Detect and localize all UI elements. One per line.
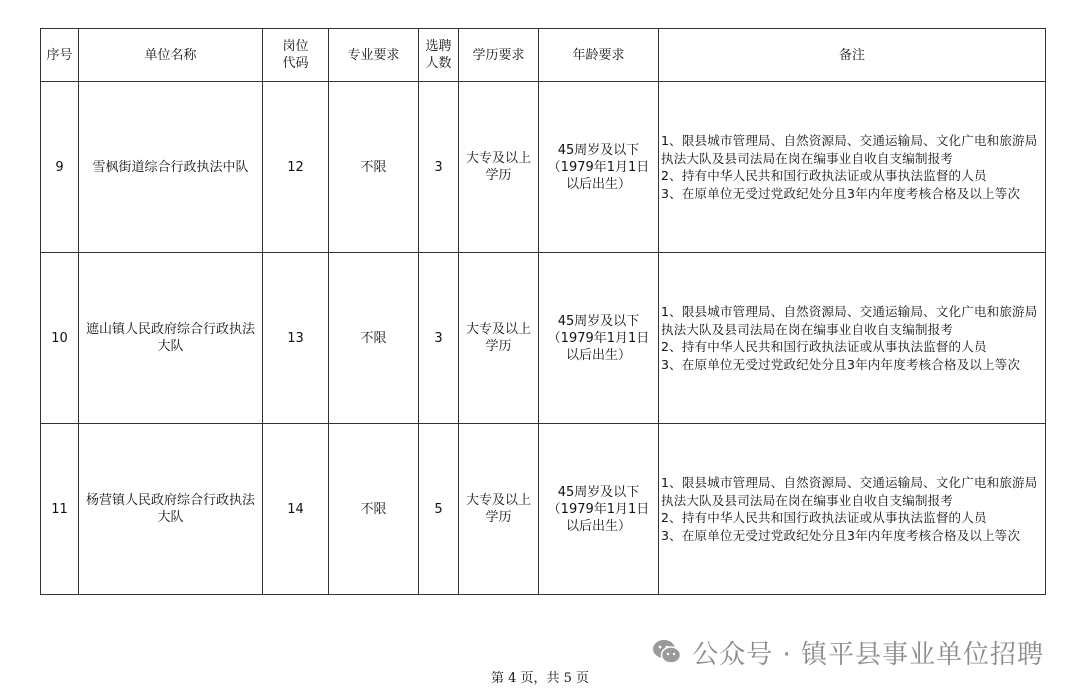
cell-unit: 雪枫街道综合行政执法中队	[79, 82, 263, 253]
header-count-line: 选聘	[425, 39, 452, 54]
age-line: （1979年1月1日	[547, 501, 650, 517]
header-age: 年龄要求	[539, 29, 659, 82]
age-line: 45周岁及以下	[557, 142, 640, 158]
watermark-text: 公众号 · 镇平县事业单位招聘	[692, 639, 1044, 670]
header-count-line: 人数	[425, 56, 452, 71]
note-item: 2、持有中华人民共和国行政执法证或从事执法监督的人员	[661, 168, 987, 183]
cell-no: 9	[41, 82, 79, 253]
cell-edu: 大专及以上学历	[459, 424, 539, 595]
age-line: （1979年1月1日	[547, 159, 650, 175]
watermark	[652, 632, 1044, 672]
header-major: 专业要求	[329, 29, 419, 82]
cell-count: 3	[419, 82, 459, 253]
cell-no: 11	[41, 424, 79, 595]
cell-edu: 大专及以上学历	[459, 253, 539, 424]
cell-count: 3	[419, 253, 459, 424]
age-line: 45周岁及以下	[557, 313, 640, 329]
cell-no: 10	[41, 253, 79, 424]
cell-note	[659, 424, 1046, 595]
table-row	[41, 253, 1046, 424]
cell-major: 不限	[329, 253, 419, 424]
cell-unit: 杨营镇人民政府综合行政执法大队	[79, 424, 263, 595]
note-item: 1、限县城市管理局、自然资源局、交通运输局、文化广电和旅游局执法大队及县司法局在岗在编事业自收自支编制报考	[661, 304, 1038, 337]
age-line: 以后出生）	[565, 347, 631, 363]
age-line: 以后出生）	[565, 176, 631, 192]
note-item: 1、限县城市管理局、自然资源局、交通运输局、文化广电和旅游局执法大队及县司法局在岗在编事业自收自支编制报考	[661, 133, 1038, 166]
recruitment-table	[40, 28, 1046, 595]
header-edu: 学历要求	[459, 29, 539, 82]
cell-edu: 大专及以上学历	[459, 82, 539, 253]
cell-major: 不限	[329, 82, 419, 253]
table-row	[41, 424, 1046, 595]
note-item: 3、在原单位无受过党政纪处分且3年内年度考核合格及以上等次	[661, 185, 1021, 201]
cell-age	[539, 424, 659, 595]
table-header-row	[41, 29, 1046, 82]
age-line: 以后出生）	[565, 518, 631, 534]
wechat-icon	[652, 637, 682, 667]
cell-major: 不限	[329, 424, 419, 595]
table-row	[41, 82, 1046, 253]
cell-note	[659, 253, 1046, 424]
header-code	[263, 29, 329, 82]
note-item: 3、在原单位无受过党政纪处分且3年内年度考核合格及以上等次	[661, 527, 1021, 543]
cell-code: 13	[263, 253, 329, 424]
header-code-line: 代码	[282, 56, 309, 71]
header-no: 序号	[41, 29, 79, 82]
header-note: 备注	[659, 29, 1046, 82]
note-item: 2、持有中华人民共和国行政执法证或从事执法监督的人员	[661, 339, 987, 354]
cell-age	[539, 82, 659, 253]
cell-unit: 遮山镇人民政府综合行政执法大队	[79, 253, 263, 424]
note-item: 1、限县城市管理局、自然资源局、交通运输局、文化广电和旅游局执法大队及县司法局在岗在编事业自收自支编制报考	[661, 475, 1038, 508]
cell-code: 12	[263, 82, 329, 253]
age-line: 45周岁及以下	[557, 484, 640, 500]
cell-note	[659, 82, 1046, 253]
header-count	[419, 29, 459, 82]
cell-age	[539, 253, 659, 424]
cell-code: 14	[263, 424, 329, 595]
age-line: （1979年1月1日	[547, 330, 650, 346]
note-item: 2、持有中华人民共和国行政执法证或从事执法监督的人员	[661, 510, 987, 525]
header-code-line: 岗位	[282, 39, 309, 54]
page-footer: 第 4 页，共 5 页	[490, 671, 590, 686]
cell-count: 5	[419, 424, 459, 595]
header-unit: 单位名称	[79, 29, 263, 82]
note-item: 3、在原单位无受过党政纪处分且3年内年度考核合格及以上等次	[661, 356, 1021, 372]
